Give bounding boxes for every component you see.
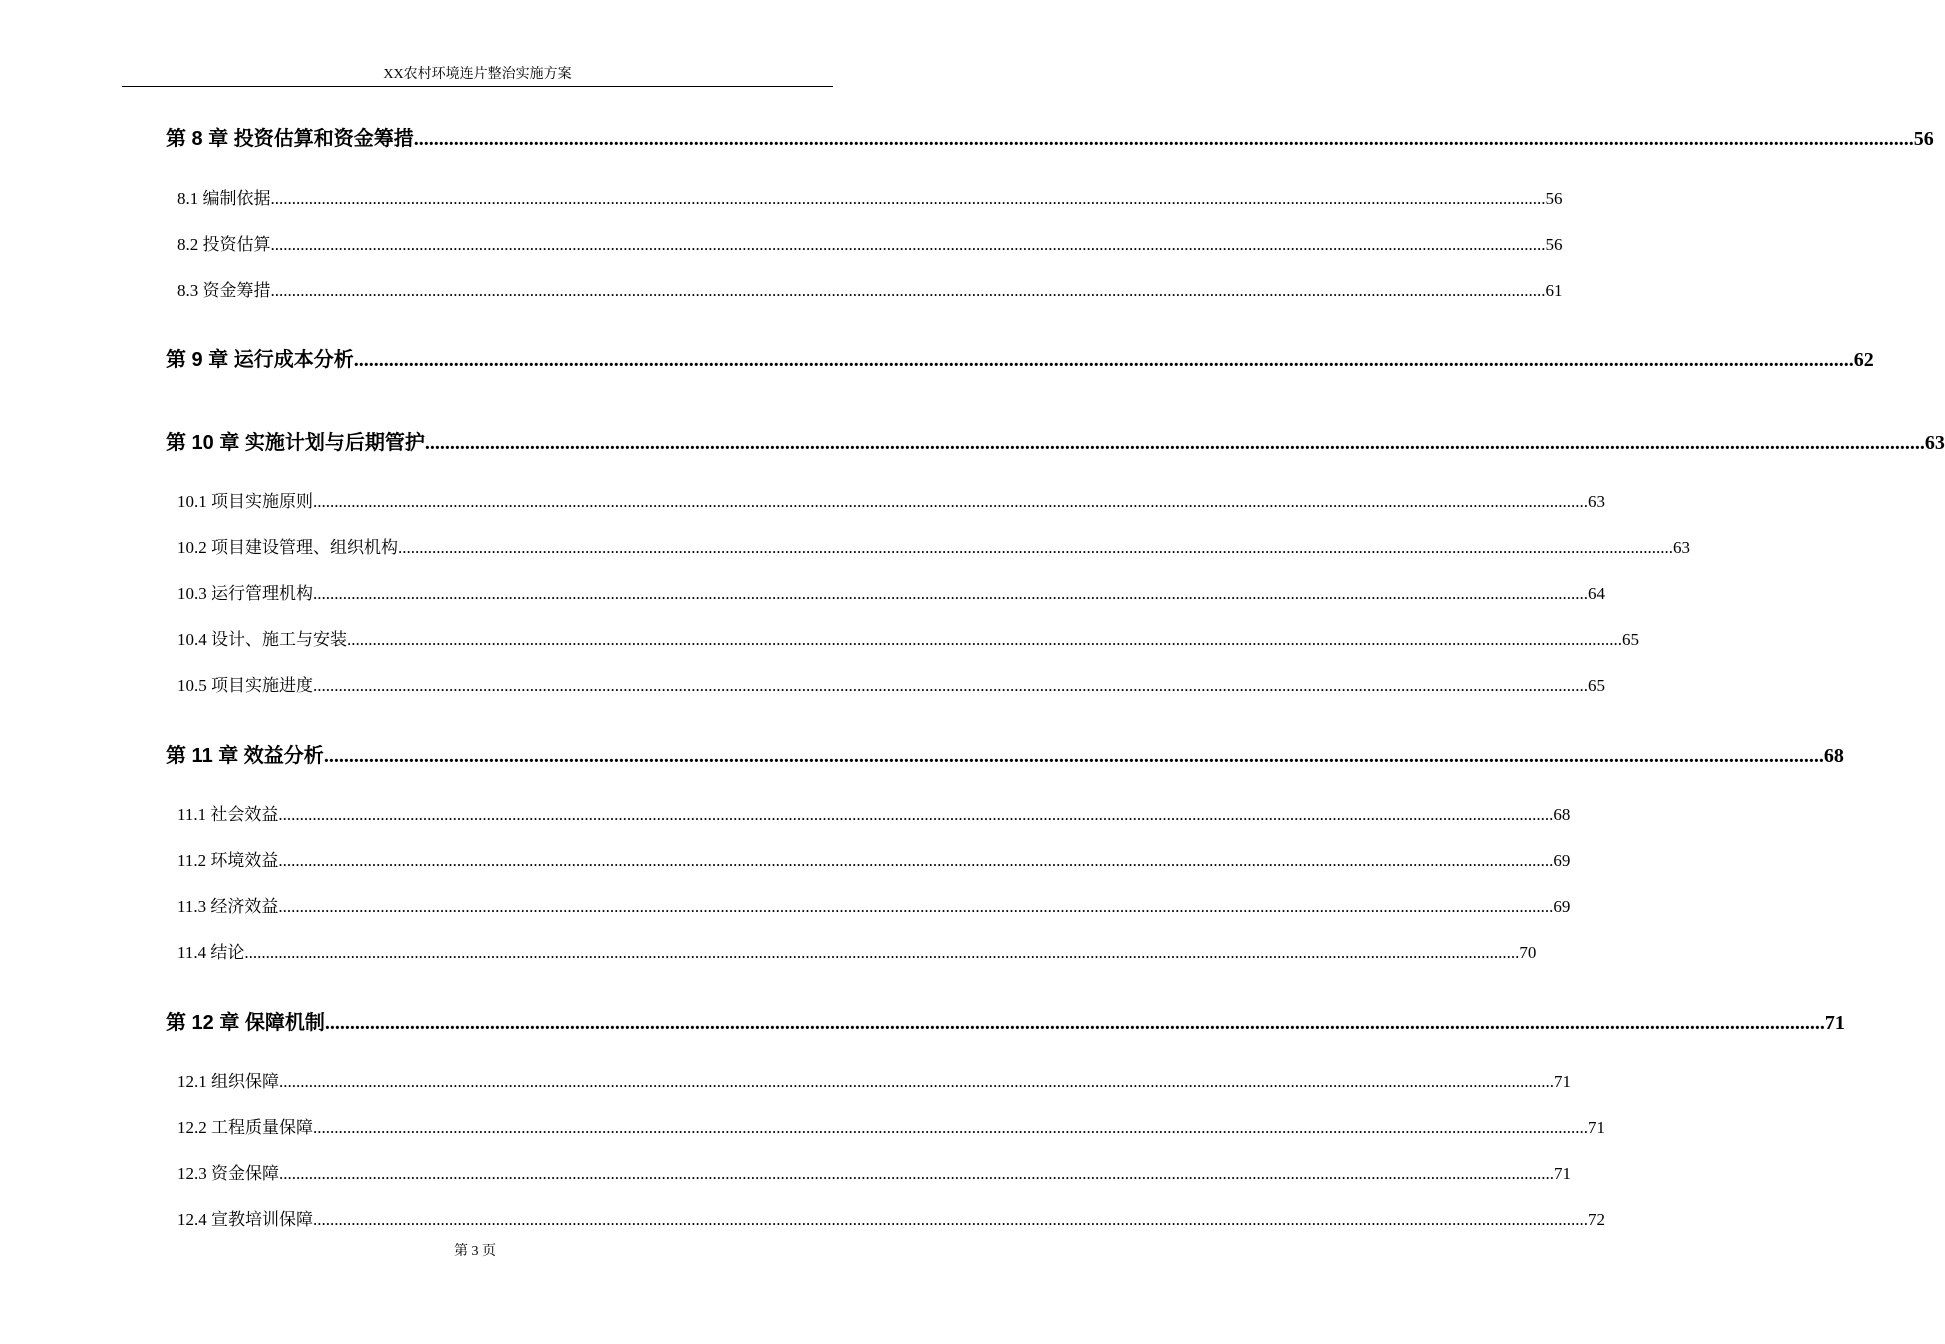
toc-page-number: 69 [1553, 897, 1571, 916]
toc-entry-label: 12.2 工程质量保障 [177, 1118, 313, 1137]
toc-dot-leader: ............................................................................................................................................................................................................................................................................................................ [313, 492, 1588, 511]
toc-section-11-1[interactable] [177, 800, 1571, 825]
toc-page-number: 56 [1913, 128, 1934, 150]
toc-section-10-4[interactable] [177, 625, 1639, 650]
toc-dot-leader: ............................................................................................................................................................................................................................................................................................................ [270, 235, 1546, 254]
toc-entry-label: 12.3 资金保障 [177, 1164, 279, 1183]
toc-page-number: 65 [1588, 676, 1605, 695]
toc-page-number: 72 [1588, 1210, 1605, 1229]
toc-section-10-2[interactable] [177, 533, 1690, 558]
toc-entry-label: 8.2 投资估算 [177, 235, 271, 254]
toc-dot-leader: ............................................................................................................................................................................................................................................................................................................ [398, 538, 1673, 557]
toc-dot-leader: ............................................................................................................................................................................................................................................................................................................ [324, 1012, 1825, 1034]
toc-dot-leader: ............................................................................................................................................................................................................................................................................................................ [278, 897, 1554, 916]
toc-section-12-1[interactable] [177, 1067, 1571, 1092]
toc-chapter-10[interactable] [166, 426, 1945, 455]
toc-entry-label: 第 10 章 实施计划与后期管护 [166, 432, 425, 454]
toc-section-10-1[interactable] [177, 487, 1605, 512]
toc-dot-leader: ............................................................................................................................................................................................................................................................................................................ [313, 584, 1588, 603]
toc-page-number: 56 [1545, 235, 1563, 254]
toc-dot-leader: ............................................................................................................................................................................................................................................................................................................ [270, 189, 1546, 208]
toc-section-12-2[interactable] [177, 1113, 1605, 1138]
toc-dot-leader: ............................................................................................................................................................................................................................................................................................................ [313, 1118, 1588, 1137]
toc-dot-leader: ............................................................................................................................................................................................................................................................................................................ [270, 281, 1546, 300]
toc-page-number: 63 [1924, 432, 1945, 454]
toc-entry-label: 11.3 经济效益 [177, 897, 279, 916]
toc-page-number: 69 [1553, 851, 1571, 870]
toc-dot-leader: ............................................................................................................................................................................................................................................................................................................ [353, 349, 1854, 371]
toc-page-number: 61 [1545, 281, 1563, 300]
toc-page-number: 71 [1824, 1012, 1845, 1034]
toc-dot-leader: ............................................................................................................................................................................................................................................................................................................ [413, 128, 1914, 150]
toc-dot-leader: ............................................................................................................................................................................................................................................................................................................ [424, 432, 1925, 454]
toc-section-11-3[interactable] [177, 892, 1571, 917]
toc-page-number: 56 [1545, 189, 1563, 208]
toc-dot-leader: ............................................................................................................................................................................................................................................................................................................ [278, 805, 1554, 824]
toc-entry-label: 11.4 结论 [177, 943, 245, 962]
toc-page-number: 63 [1588, 492, 1605, 511]
toc-dot-leader: ............................................................................................................................................................................................................................................................................................................ [244, 943, 1520, 962]
toc-entry-label: 12.1 组织保障 [177, 1072, 279, 1091]
toc-chapter-12[interactable] [166, 1006, 1845, 1035]
page-footer: 第 3 页 [454, 1244, 496, 1259]
toc-chapter-8[interactable] [166, 122, 1934, 151]
toc-entry-label: 8.3 资金筹措 [177, 281, 271, 300]
toc-dot-leader: ............................................................................................................................................................................................................................................................................................................ [323, 745, 1824, 767]
toc-page-number: 70 [1519, 943, 1537, 962]
toc-entry-label: 第 12 章 保障机制 [166, 1012, 325, 1034]
toc-chapter-11[interactable] [166, 739, 1844, 768]
toc-chapter-9[interactable] [166, 343, 1874, 372]
toc-page-number: 68 [1553, 805, 1571, 824]
toc-entry-label: 11.1 社会效益 [177, 805, 279, 824]
toc-section-10-3[interactable] [177, 579, 1605, 604]
toc-section-10-5[interactable] [177, 671, 1605, 696]
toc-entry-label: 10.3 运行管理机构 [177, 584, 313, 603]
toc-section-11-4[interactable] [177, 938, 1537, 963]
toc-dot-leader: ............................................................................................................................................................................................................................................................................................................ [279, 1072, 1554, 1091]
running-header: XX农村环境连片整治实施方案 [383, 67, 572, 82]
toc-dot-leader: ............................................................................................................................................................................................................................................................................................................ [279, 1164, 1554, 1183]
toc-page-number: 65 [1622, 630, 1639, 649]
toc-section-12-4[interactable] [177, 1205, 1605, 1230]
toc-page-number: 68 [1823, 745, 1844, 767]
toc-entry-label: 12.4 宣教培训保障 [177, 1210, 313, 1229]
toc-dot-leader: ............................................................................................................................................................................................................................................................................................................ [313, 1210, 1588, 1229]
toc-entry-label: 第 9 章 运行成本分析 [166, 349, 354, 371]
toc-section-12-3[interactable] [177, 1159, 1571, 1184]
toc-entry-label: 10.2 项目建设管理、组织机构 [177, 538, 398, 557]
toc-section-8-3[interactable] [177, 276, 1563, 301]
toc-entry-label: 第 11 章 效益分析 [166, 745, 324, 767]
toc-entry-label: 11.2 环境效益 [177, 851, 279, 870]
toc-section-8-1[interactable] [177, 184, 1563, 209]
toc-page-number: 62 [1853, 349, 1874, 371]
toc-dot-leader: ............................................................................................................................................................................................................................................................................................................ [313, 676, 1588, 695]
toc-dot-leader: ............................................................................................................................................................................................................................................................................................................ [347, 630, 1622, 649]
toc-page-number: 63 [1673, 538, 1690, 557]
toc-entry-label: 8.1 编制依据 [177, 189, 271, 208]
toc-entry-label: 10.4 设计、施工与安装 [177, 630, 347, 649]
toc-section-8-2[interactable] [177, 230, 1563, 255]
toc-entry-label: 第 8 章 投资估算和资金筹措 [166, 128, 414, 150]
header-divider [122, 86, 833, 87]
toc-section-11-2[interactable] [177, 846, 1571, 871]
toc-page-number: 71 [1554, 1164, 1571, 1183]
toc-entry-label: 10.1 项目实施原则 [177, 492, 313, 511]
toc-page-number: 71 [1588, 1118, 1605, 1137]
toc-dot-leader: ............................................................................................................................................................................................................................................................................................................ [278, 851, 1554, 870]
toc-page-number: 71 [1554, 1072, 1571, 1091]
toc-page-number: 64 [1588, 584, 1605, 603]
toc-entry-label: 10.5 项目实施进度 [177, 676, 313, 695]
